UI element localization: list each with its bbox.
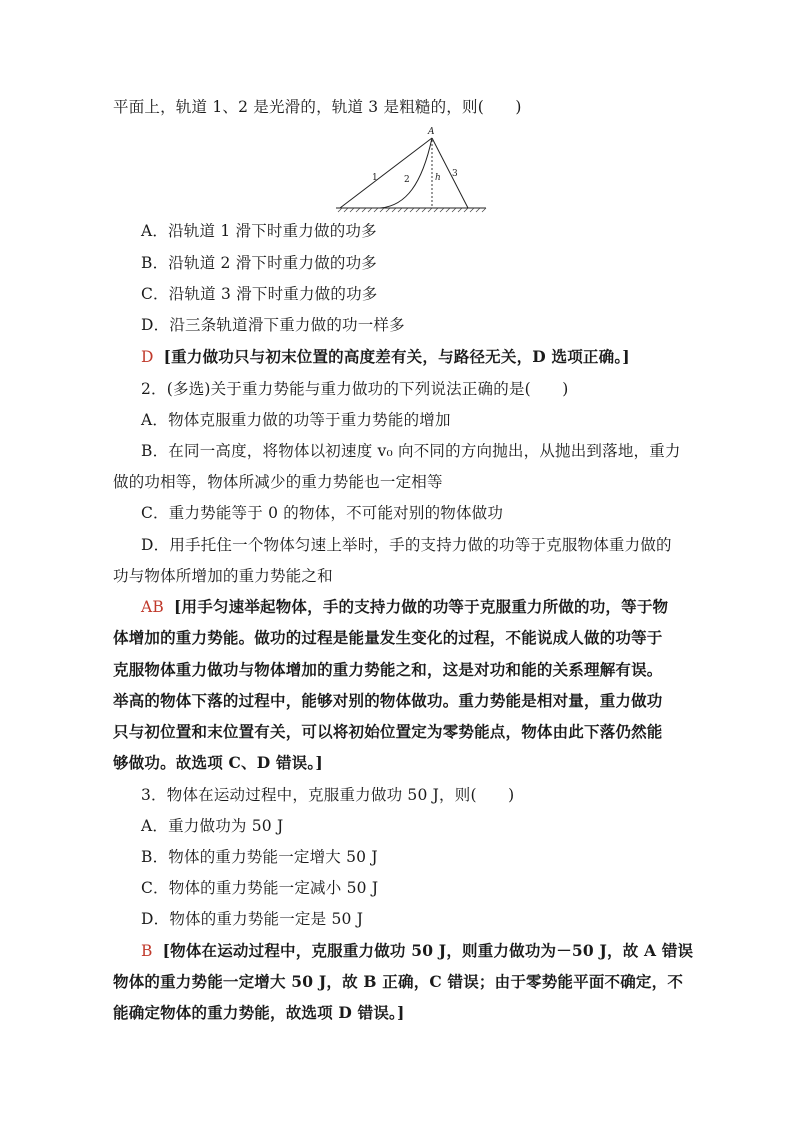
q2-option-a: A．物体克服重力做的功等于重力势能的增加 [141,411,451,429]
q3-option-a: A．重力做功为 50 J [141,817,284,835]
label-a: A [428,127,435,137]
track-2 [380,138,432,208]
q2-stem: 2．(多选)关于重力势能与重力做功的下列说法正确的是( ) [141,380,569,398]
label-track-1: 1 [372,173,378,183]
q1-option-d: D．沿三条轨道滑下重力做的功一样多 [141,316,405,334]
q1-option-a: A．沿轨道 1 滑下时重力做的功多 [141,222,377,240]
q2-explanation-line1: [用手匀速举起物体，手的支持力做的功等于克服重力所做的功，等于物 [173,597,669,616]
q2-explanation-line6: 够做功。故选项 C、D 错误。] [113,753,323,772]
q1-explanation: [重力做功只与初末位置的高度差有关，与路径无关，D 选项正确。] [163,347,630,366]
q2-explanation-line2: 体增加的重力势能。做功的过程是能量发生变化的过程，不能说成人做的功等于 [113,628,663,647]
q3-answer-key: B [141,942,153,960]
q1-option-c: C．沿轨道 3 滑下时重力做的功多 [141,285,378,303]
label-track-2: 2 [404,175,410,185]
q2-answer-key: AB [141,598,164,616]
q3-stem: 3．物体在运动过程中，克服重力做功 50 J，则( ) [141,786,515,804]
track-1 [340,138,432,208]
q1-stem-tail: 平面上，轨道 1、2 是光滑的，轨道 3 是粗糙的，则( ) [113,98,522,116]
q2-option-d-line2: 功与物体所增加的重力势能之和 [113,567,333,585]
ground-hatching [338,208,486,212]
q3-explanation-line1: [物体在运动过程中，克服重力做功 50 J，则重力做功为－50 J，故 A 错误 [162,941,694,960]
q2-option-d-line1: D．用手托住一个物体匀速上举时，手的支持力做的功等于克服物体重力做的 [141,536,672,554]
q3-explanation-line3: 能确定物体的重力势能，故选项 D 错误。] [113,1003,405,1022]
q3-option-c: C．物体的重力势能一定减小 50 J [141,879,379,897]
q2-explanation-line5: 只与初位置和末位置有关，可以将初始位置定为零势能点，物体由此下落仍然能 [113,722,663,741]
q1-answer-key: D [141,348,154,366]
q2-explanation-line3: 克服物体重力做功与物体增加的重力势能之和，这是对功和能的关系理解有误。 [113,660,663,679]
q1-track-figure [334,124,494,214]
q2-answer-line1 [141,597,668,617]
q3-option-b: B．物体的重力势能一定增大 50 J [141,848,378,866]
q1-option-b: B．沿轨道 2 滑下时重力做的功多 [141,254,378,272]
q2-option-b-line1: B．在同一高度，将物体以初速度 v₀ 向不同的方向抛出，从抛出到落地，重力 [141,442,681,460]
q1-answer [141,347,630,367]
q2-option-b-line2: 做的功相等，物体所减少的重力势能也一定相等 [113,473,443,491]
label-h: h [435,173,441,183]
q3-explanation-line2: 物体的重力势能一定增大 50 J，故 B 正确，C 错误；由于零势能平面不确定，不 [113,972,684,991]
q3-answer-line1 [141,941,693,961]
q2-explanation-line4: 举高的物体下落的过程中，能够对别的物体做功。重力势能是相对量，重力做功 [113,691,663,710]
q3-option-d: D．物体的重力势能一定是 50 J [141,910,364,928]
label-track-3: 3 [452,169,458,179]
q2-option-c: C．重力势能等于 0 的物体，不可能对别的物体做功 [141,504,504,522]
